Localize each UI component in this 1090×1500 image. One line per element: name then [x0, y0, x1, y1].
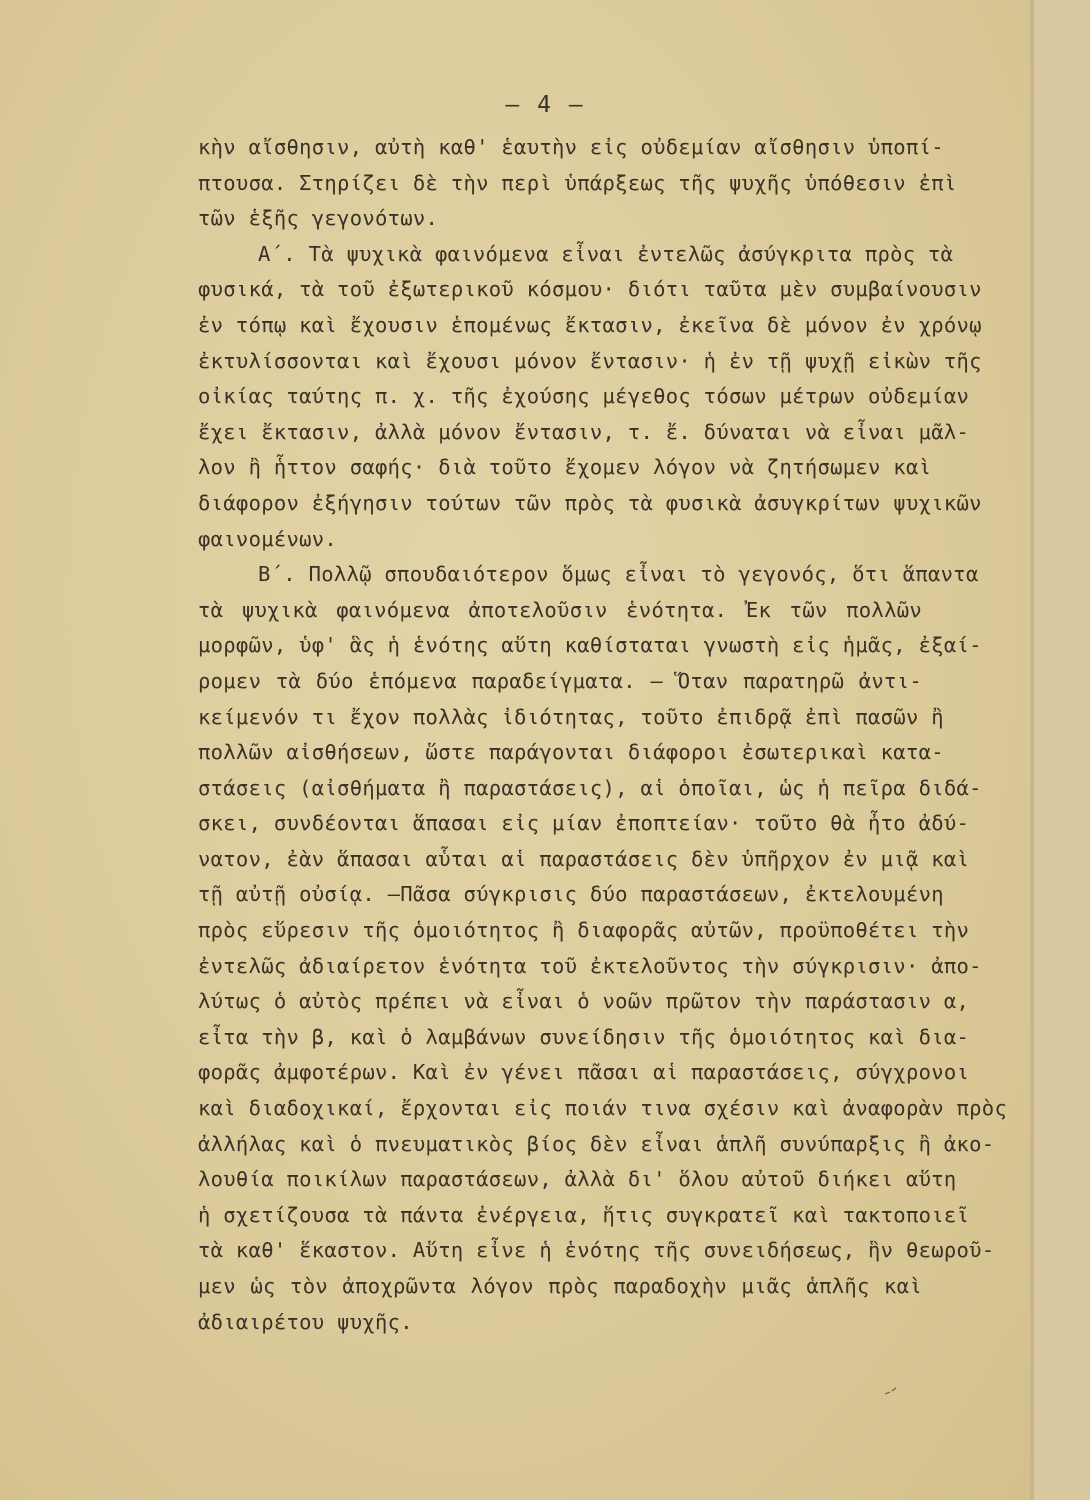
body-text	[198, 130, 1008, 1340]
text-line: εἶτα τὴν β, καὶ ὁ λαμβάνων συνείδησιν τῆς ὁμοιότητος καὶ δια-	[198, 1024, 970, 1049]
text-line: ἐν τόπῳ καὶ ἔχουσιν ἑπομένως ἔκτασιν, ἐκεῖνα δὲ μόνον ἐν χρόνῳ	[198, 312, 982, 337]
text-line: μορφῶν, ὑφ' ἃς ἡ ἑνότης αὕτη καθίσταται γνωστὴ εἰς ἡμᾶς, ἐξαί-	[198, 633, 982, 658]
text-line: πρὸς εὕρεσιν τῆς ὁμοιότητος ἢ διαφορᾶς αὐτῶν, προϋποθέτει τὴν	[198, 918, 970, 943]
text-line: μεν ὡς τὸν ἀποχρῶντα λόγον πρὸς παραδοχὴν μιᾶς ἁπλῆς καὶ	[198, 1274, 922, 1298]
text-line: φαινομένων.	[198, 526, 338, 551]
text-line: ἀδιαιρέτου ψυχῆς.	[198, 1309, 413, 1334]
text-line: Β΄. Πολλῷ σπουδαιότερον ὅμως εἶναι τὸ γεγονός, ὅτι ἅπαντα	[258, 562, 979, 587]
text-line: φορᾶς ἀμφοτέρων. Καὶ ἐν γένει πᾶσαι αἱ παραστάσεις, σύγχρονοι	[198, 1060, 970, 1085]
text-line: τὰ ψυχικὰ φαινόμενα ἀποτελοῦσιν ἑνότητα. Ἐκ τῶν πολλῶν	[198, 597, 922, 622]
text-line: τῶν ἑξῆς γεγονότων.	[198, 206, 439, 231]
text-line: Α΄. Τὰ ψυχικὰ φαινόμενα εἶναι ἐντελῶς ἀσύγκριτα πρὸς τὰ	[258, 241, 954, 266]
text-line: τὰ καθ' ἕκαστον. Αὕτη εἶνε ἡ ἑνότης τῆς συνειδήσεως, ἣν θεωροῦ-	[198, 1238, 995, 1263]
text-line: πτουσα. Στηρίζει δὲ τὴν περὶ ὑπάρξεως τῆς ψυχῆς ὑπόθεσιν ἐπὶ	[198, 170, 957, 195]
text-line: καὶ διαδοχικαί, ἔρχονται εἰς ποιάν τινα σχέσιν καὶ ἀναφορὰν πρὸς	[198, 1096, 1008, 1121]
text-line: ἡ σχετίζουσα τὰ πάντα ἐνέργεια, ἥτις συγκρατεῖ καὶ τακτοποιεῖ	[198, 1202, 970, 1227]
text-line: φυσικά, τὰ τοῦ ἐξωτερικοῦ κόσμου· διότι ταῦτα μὲν συμβαίνουσιν	[198, 277, 982, 302]
text-line: πολλῶν αἰσθήσεων, ὥστε παράγονται διάφοροι ἐσωτερικαὶ κατα-	[198, 740, 944, 765]
text-line: ρομεν τὰ δύο ἑπόμενα παραδείγματα. — Ὅταν παρατηρῶ ἀντι-	[198, 668, 922, 693]
ink-mark-icon	[884, 1386, 898, 1396]
text-line: ἔχει ἔκτασιν, ἀλλὰ μόνον ἔντασιν, τ. ἔ. δύναται νὰ εἶναι μᾶλ-	[198, 419, 970, 444]
text-line: νατον, ἐὰν ἅπασαι αὗται αἱ παραστάσεις δὲν ὑπῆρχον ἐν μιᾷ καὶ	[198, 846, 970, 871]
page-edge	[1030, 0, 1034, 1500]
text-line: οἰκίας ταύτης π. χ. τῆς ἐχούσης μέγεθος τόσων μέτρων οὐδεμίαν	[198, 384, 970, 409]
text-line: κείμενόν τι ἔχον πολλὰς ἰδιότητας, τοῦτο ἐπιδρᾷ ἐπὶ πασῶν ἢ	[198, 704, 944, 729]
text-line: ἐκτυλίσσονται καὶ ἔχουσι μόνον ἔντασιν· ἡ ἐν τῇ ψυχῇ εἰκὼν τῆς	[198, 348, 982, 373]
text-line: τῇ αὐτῇ οὐσίᾳ. —Πᾶσα σύγκρισις δύο παραστάσεων, ἐκτελουμένη	[198, 882, 944, 907]
text-line: σκει, συνδέονται ἅπασαι εἰς μίαν ἐποπτείαν· τοῦτο θὰ ἦτο ἀδύ-	[198, 811, 970, 836]
text-line: ἐντελῶς ἀδιαίρετον ἑνότητα τοῦ ἐκτελοῦντος τὴν σύγκρισιν· ἀπο-	[198, 953, 982, 978]
page-number: — 4 —	[505, 92, 585, 118]
text-line: λουθία ποικίλων παραστάσεων, ἀλλὰ δι' ὅλου αὐτοῦ διήκει αὕτη	[198, 1167, 957, 1192]
text-line: στάσεις (αἰσθήματα ἢ παραστάσεις), αἱ ὁποῖαι, ὡς ἡ πεῖρα διδά-	[198, 775, 982, 800]
text-line: λύτως ὁ αὐτὸς πρέπει νὰ εἶναι ὁ νοῶν πρῶτον τὴν παράστασιν α,	[198, 989, 970, 1014]
ink-mark	[884, 1380, 898, 1401]
text-line: λον ἢ ἧττον σαφής· διὰ τοῦτο ἔχομεν λόγον νὰ ζητήσωμεν καὶ	[198, 455, 932, 480]
text-line: κὴν αἴσθησιν, αὐτὴ καθ' ἑαυτὴν εἰς οὐδεμίαν αἴσθησιν ὑποπί-	[198, 135, 944, 159]
text-line: ἀλλήλας καὶ ὁ πνευματικὸς βίος δὲν εἶναι ἁπλῆ συνύπαρξις ἢ ἀκο-	[198, 1131, 995, 1156]
text-line: διάφορον ἐξήγησιν τούτων τῶν πρὸς τὰ φυσικὰ ἀσυγκρίτων ψυχικῶν	[198, 490, 982, 515]
